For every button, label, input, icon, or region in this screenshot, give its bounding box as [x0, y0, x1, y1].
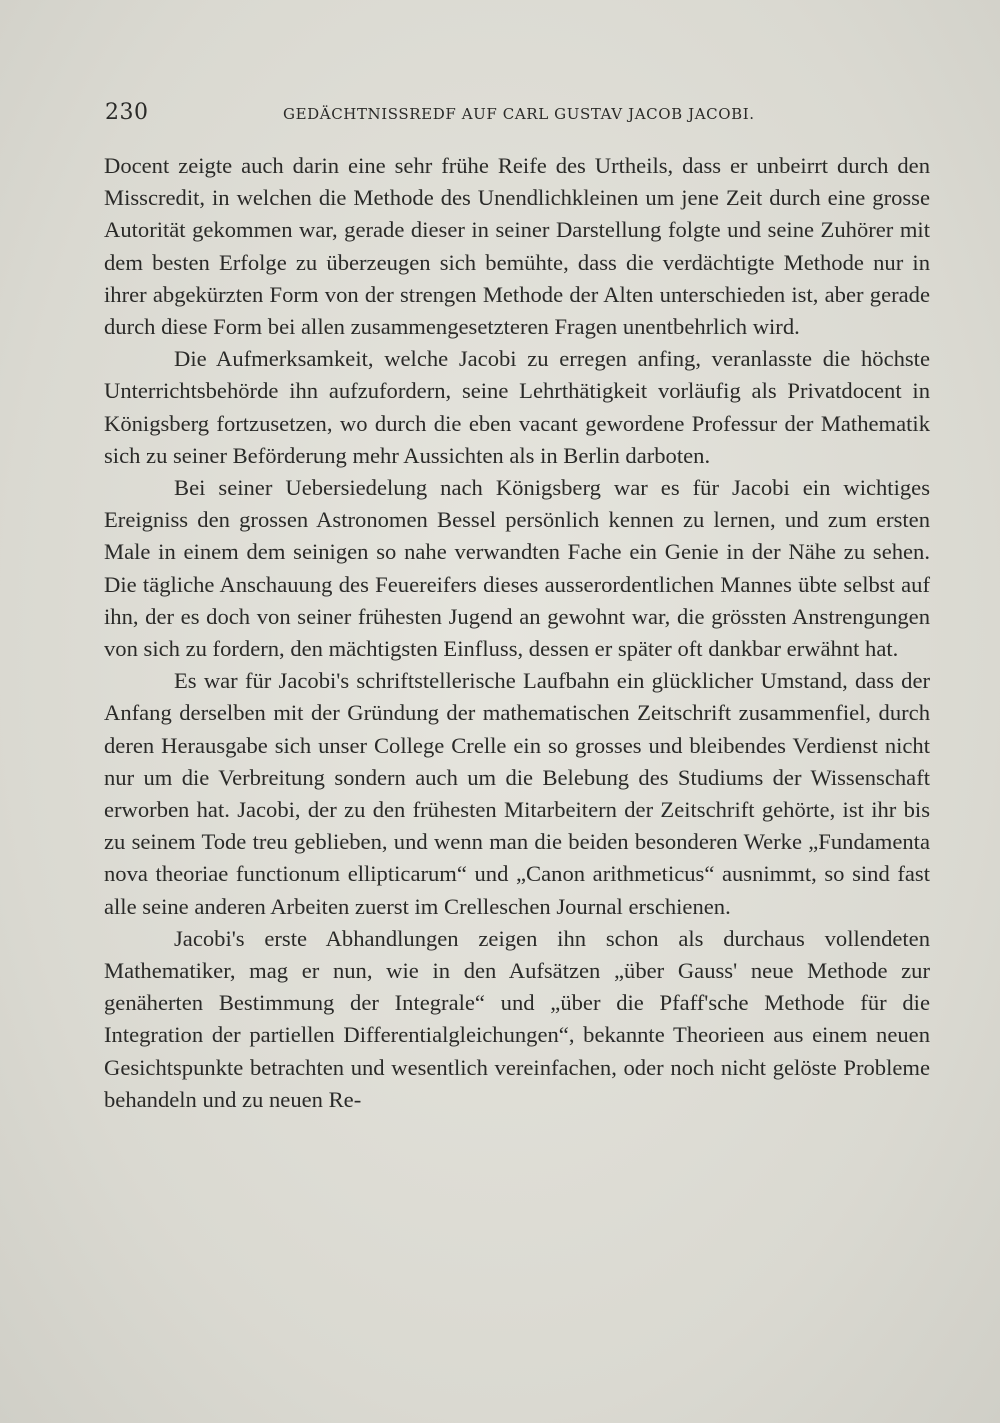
running-head: GEDÄCHTNISSREDF AUF CARL GUSTAV JACOB JACOBI. — [283, 105, 755, 123]
page-number: 230 — [105, 100, 149, 125]
paragraph-1: Docent zeigte auch darin eine sehr frühe Reife des Urtheils, dass er unbeirrt durch den Misscredit, in welchen die Methode des Unendlichkleinen um jene Zeit durch eine grosse Autorität gekommen war, gerade dieser in seiner Darstellung folgte und seine Zuhörer mit dem besten Erfolge zu überzeugen sich bemühte, dass die verdächtigte Methode nur in ihrer abgekürzten Form von der strengen Methode der Alten unterschieden ist, aber gerade durch diese Form bei allen zusammengesetzteren Fragen unentbehrlich wird. — [104, 153, 930, 340]
paragraph-5: Jacobi's erste Abhandlungen zeigen ihn schon als durchaus vollendeten Mathematiker, mag er nun, wie in den Aufsätzen „über Gauss' neue Methode zur genäherten Bestimmung der Integrale“ und „über die Pfaff'sche Methode für die Integration der partiellen Differentialgleichungen“, bekannte Theorieen aus einem neuen Gesichtspunkte betrachten und wesentlich vereinfachen, oder noch nicht gelöste Probleme behandeln und zu neuen Re- — [104, 925, 930, 1112]
body-text — [104, 150, 930, 1116]
paragraph-4: Es war für Jacobi's schriftstellerische Laufbahn ein glücklicher Umstand, dass der Anfang derselben mit der Gründung der mathematischen Zeitschrift zusammenfiel, durch deren Herausgabe sich unser College Crelle ein so grosses und bleibendes Verdienst nicht nur um die Verbreitung sondern auch um die Belebung des Studiums der Wissenschaft erworben hat. Jacobi, der zu den frühesten Mitarbeitern der Zeitschrift gehörte, ist ihr bis zu seinem Tode treu geblieben, und wenn man die beiden besonderen Werke „Fundamenta nova theoriae functionum ellipticarum“ und „Canon arithmeticus“ ausnimmt, so sind fast alle seine anderen Arbeiten zuerst im Crelleschen Journal erschienen. — [104, 668, 930, 919]
paragraph-2: Die Aufmerksamkeit, welche Jacobi zu erregen anfing, veranlasste die höchste Unterrichtsbehörde ihn aufzufordern, seine Lehrthätigkeit vorläufig als Privatdocent in Königsberg fortzusetzen, wo durch die eben vacant gewordene Professur der Mathematik sich zu seiner Beförderung mehr Aussichten als in Berlin darboten. — [104, 346, 930, 468]
paragraph-3: Bei seiner Uebersiedelung nach Königsberg war es für Jacobi ein wichtiges Ereigniss den grossen Astronomen Bessel persönlich kennen zu lernen, und zum ersten Male in einem dem seinigen so nahe verwandten Fache ein Genie in der Nähe zu sehen. Die tägliche Anschauung des Feuereifers dieses ausserordentlichen Mannes übte selbst auf ihn, der es doch von seiner frühesten Jugend an gewohnt war, die grössten Anstrengungen von sich zu fordern, den mächtigsten Einfluss, dessen er später oft dankbar erwähnt hat. — [104, 475, 930, 662]
